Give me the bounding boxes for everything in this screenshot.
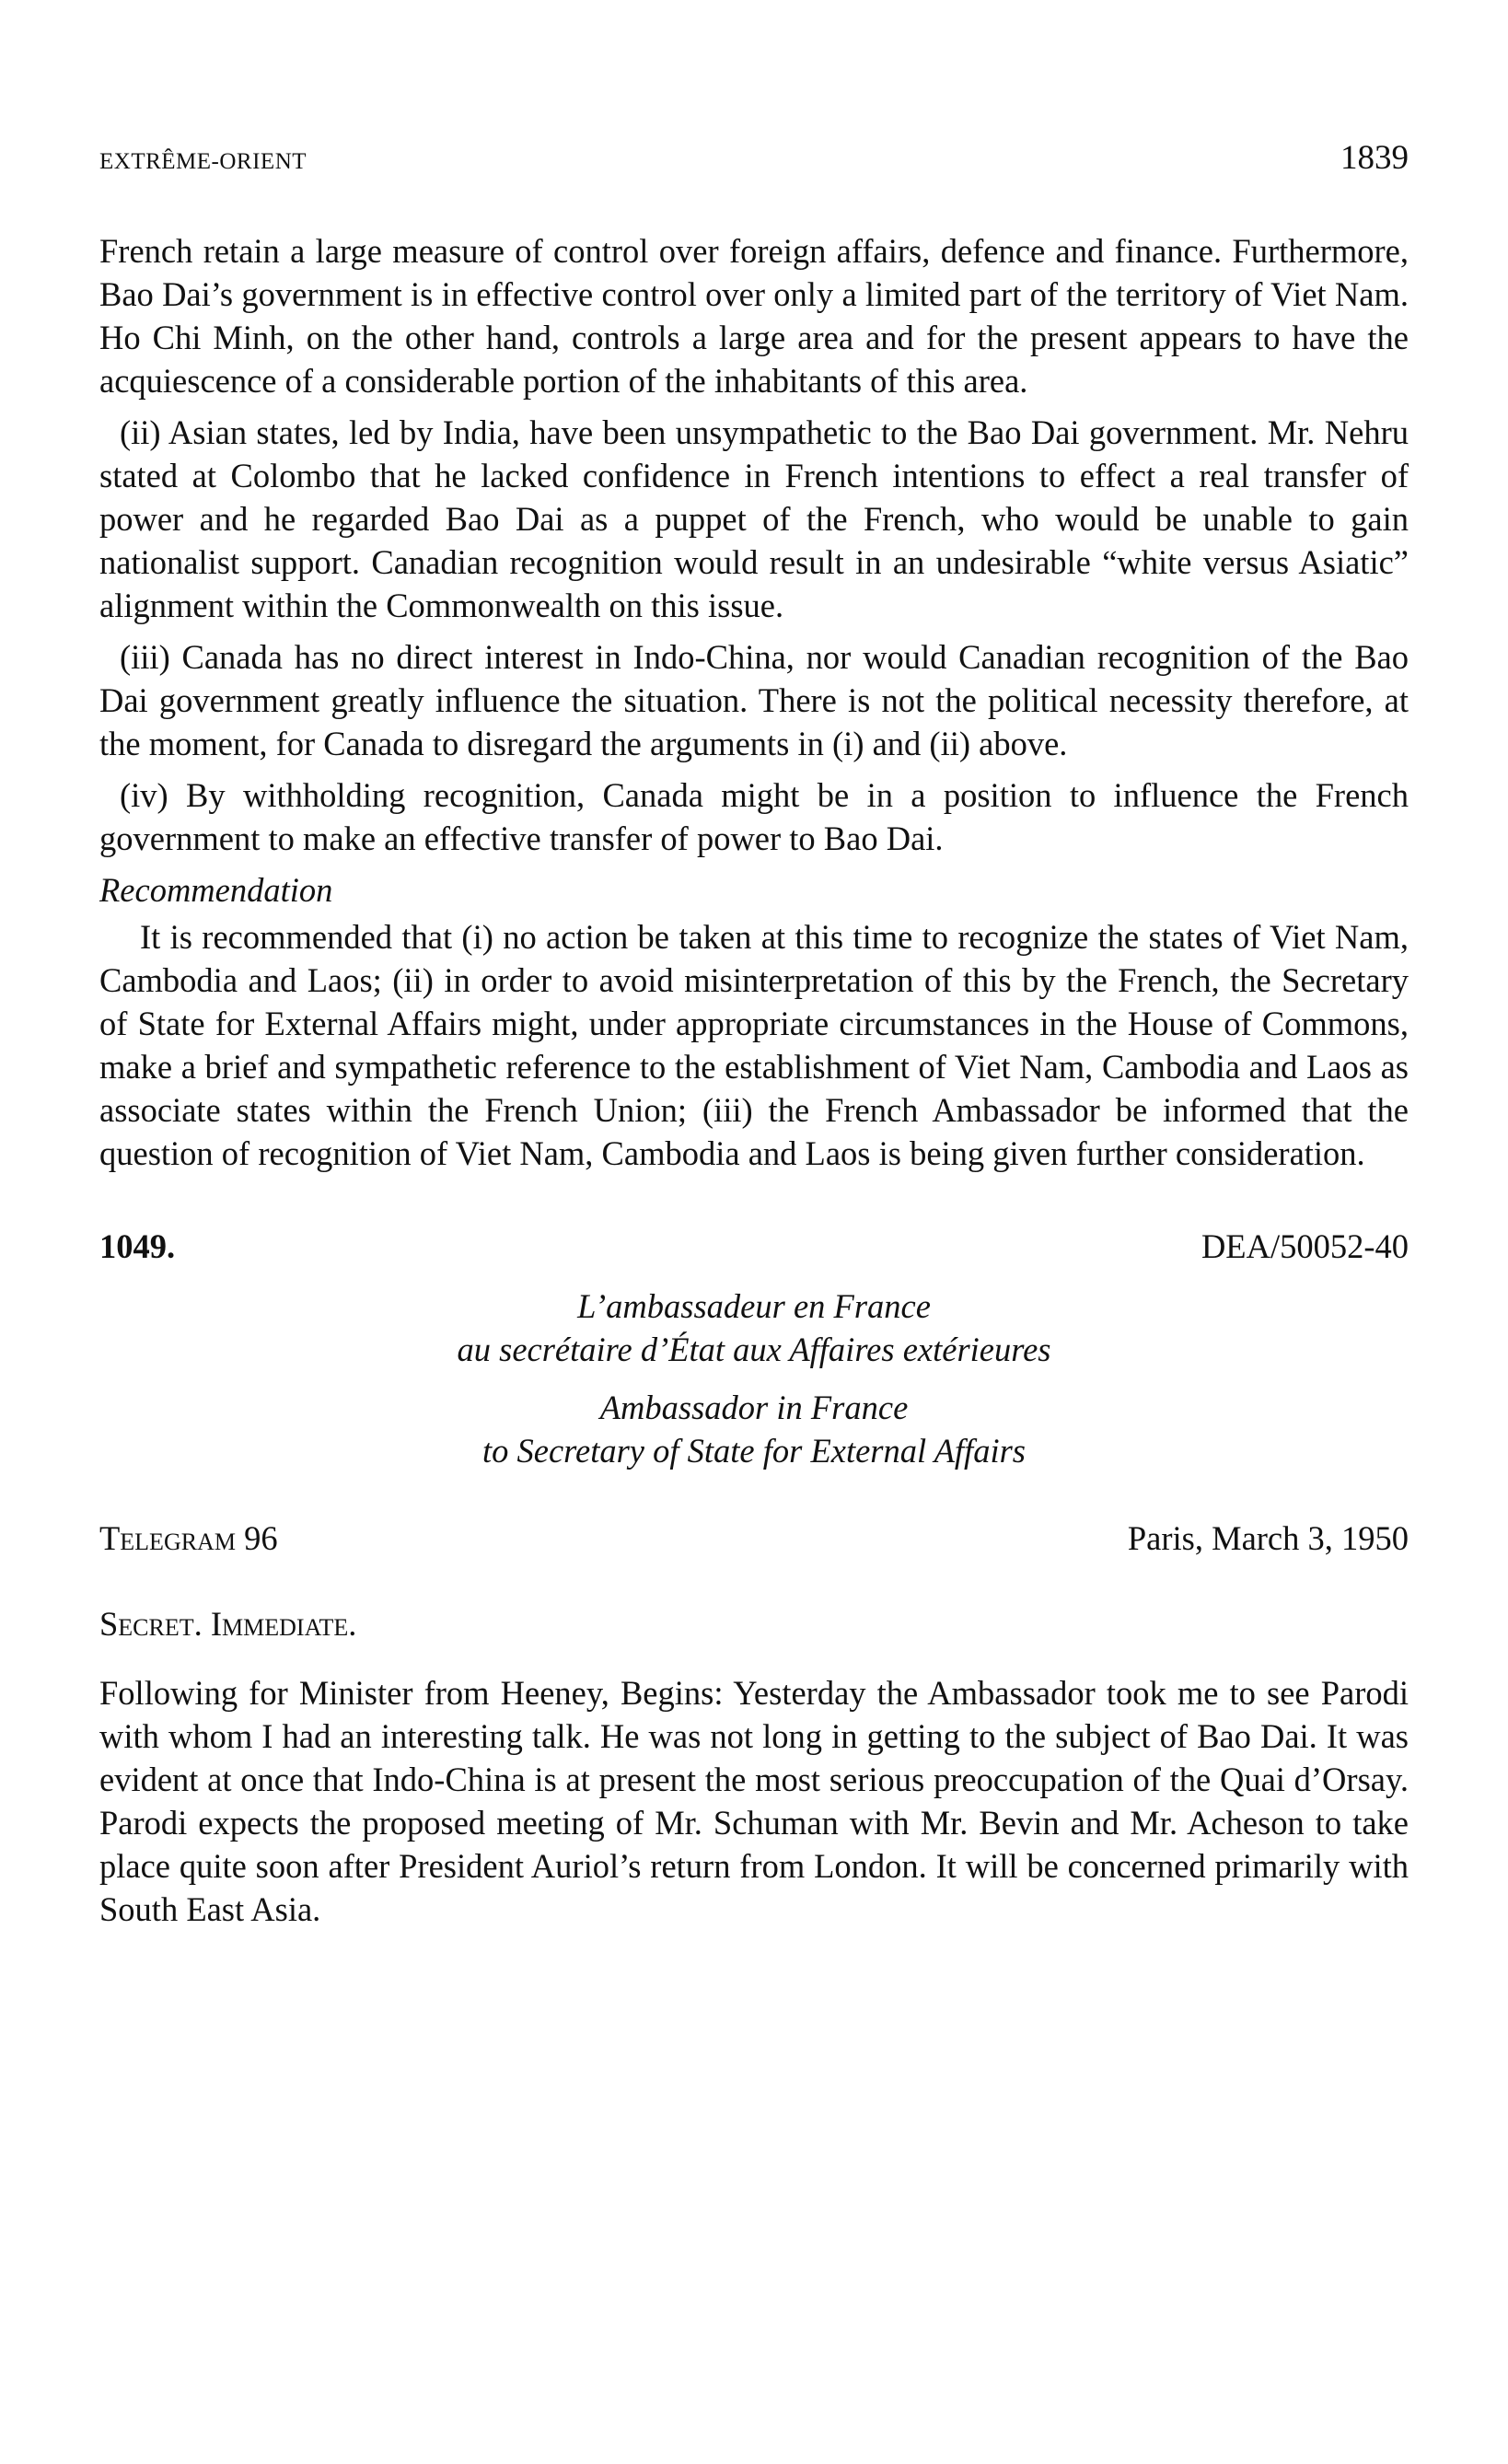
addressee-english-line2: to Secretary of State for External Affairs: [481, 1432, 1026, 1470]
dateline: [99, 1518, 1409, 1558]
paragraph-iii: (iii) Canada has no direct interest in Indo-China, nor would Canadian recognition of the Bao Dai government greatly influence the situation. There is not the political necessity therefore, at the moment, for Canada to disregard the arguments in (i) and (ii) above.: [99, 638, 1409, 762]
document-page: [99, 138, 1409, 1939]
recommendation-text: It is recommended that (i) no action be taken at this time to recognize the states of Viet Nam, Cambodia and Laos; (ii) in order to avoid misinterpretation of this by the French, the Secretary of State for External Affairs might, under appropriate circumstances in the House of Commons, make a brief and sympathetic reference to the establishment of Viet Nam, Cambodia and Laos as associate states within the French Union; (iii) the French Ambassador be informed that the question of recognition of Viet Nam, Cambodia and Laos is being given further consideration.: [99, 918, 1409, 1172]
addressee-french-line2: au secrétaire d’État aux Affaires extérieures: [457, 1331, 1051, 1368]
paragraph-ii: (ii) Asian states, led by India, have been unsympathetic to the Bao Dai government. Mr. Nehru stated at Colombo that he lacked confidence in French intentions to effect a real transfer of power and he regarded Bao Dai as a puppet of the French, who would be unable to gain nationalist support. Canadian recognition would result in an undesirable “white versus Asiatic” alignment within the Commonwealth on this issue.: [99, 413, 1409, 624]
paragraph-continuation: French retain a large measure of control over foreign affairs, defence and finance. Furthermore, Bao Dai’s government is in effective control over only a limited part of the territory of Viet Nam. Ho Chi Minh, on the other hand, controls a large area and for the present appears to have the acquiescence of a considerable portion of the inhabitants of this area.: [99, 232, 1409, 400]
document-header: [99, 1226, 1409, 1266]
page-number: 1839: [1340, 139, 1409, 177]
paragraph-iv: (iv) By withholding recognition, Canada might be in a position to influence the French government to make an effective transfer of power to Bao Dai.: [99, 776, 1409, 857]
telegram-body: Following for Minister from Heeney, Begins: Yesterday the Ambassador took me to see Parodi with whom I had an interesting talk. He was not long in getting to the subject of Bao Dai. It was evident at once that Indo-China is at present the most serious preoccupation of the Quai d’Orsay. Parodi expects the proposed meeting of Mr. Schuman with Mr. Bevin and Mr. Acheson to take place quite soon after President Auriol’s return from London. It will be concerned primarily with South East Asia.: [99, 1674, 1409, 1928]
document-number: 1049.: [99, 1227, 176, 1265]
telegram-number: Telegram 96: [99, 1519, 278, 1557]
running-title: EXTRÊME-ORIENT: [99, 149, 307, 174]
classification: Secret. Immediate.: [99, 1605, 357, 1643]
place-date: Paris, March 3, 1950: [1127, 1519, 1409, 1557]
document-reference: DEA/50052-40: [1201, 1227, 1409, 1265]
running-head: [99, 138, 1409, 178]
addressee-french-line1: L’ambassadeur en France: [577, 1287, 931, 1325]
addressee-english-line1: Ambassador in France: [599, 1389, 909, 1426]
recommendation-heading: Recommendation: [99, 871, 333, 909]
